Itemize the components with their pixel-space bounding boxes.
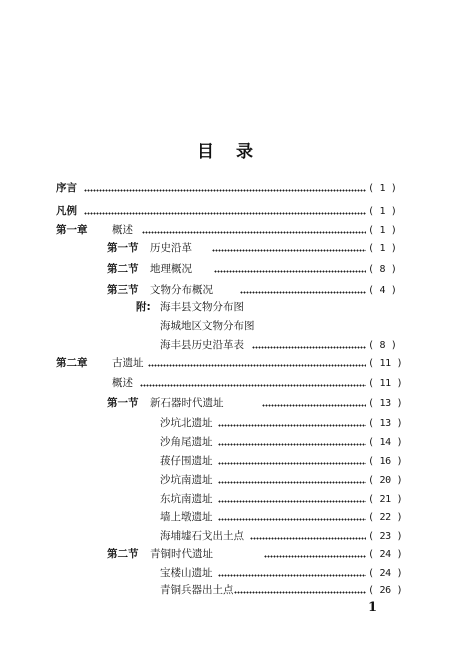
toc-entry-prefix: 第一节 xyxy=(107,242,139,254)
toc-entry xyxy=(0,180,450,197)
dot-leader xyxy=(234,588,366,597)
toc-entry-page: ( 1 ) xyxy=(368,243,397,254)
toc-entry-title: 青铜时代遗址 xyxy=(150,548,213,560)
dot-leader xyxy=(214,267,366,276)
toc-entry xyxy=(0,509,450,526)
toc-entry-page: ( 8 ) xyxy=(368,264,397,275)
dot-leader xyxy=(218,440,366,449)
toc-entry-title: 序言 xyxy=(56,182,77,194)
dot-leader xyxy=(250,534,366,543)
toc-entry-page: ( 26 ) xyxy=(368,585,403,596)
toc-entry-title: 概述 xyxy=(112,224,133,236)
toc-entry-title: 墙上墩遗址 xyxy=(160,511,213,523)
dot-leader xyxy=(262,401,366,410)
toc-entry xyxy=(0,240,450,257)
title-char-1: 目 xyxy=(197,142,214,162)
toc-entry-prefix: 第一节 xyxy=(107,397,139,409)
toc-entry xyxy=(0,528,450,545)
toc-entry xyxy=(0,282,450,299)
toc-entry xyxy=(0,415,450,432)
toc-entry-title: 东坑南遗址 xyxy=(160,493,213,505)
toc-entry-title: 概述 xyxy=(112,377,133,389)
toc-entry-prefix: 第二章 xyxy=(56,357,88,369)
toc-entry-prefix: 第三节 xyxy=(107,284,139,296)
toc-entry-page: ( 13 ) xyxy=(368,398,403,409)
dot-leader xyxy=(148,361,366,370)
toc-entry-title: 菝仔围遗址 xyxy=(160,455,213,467)
toc-entry-page: ( 24 ) xyxy=(368,568,403,579)
toc-entry-title: 历史沿革 xyxy=(150,242,192,254)
dot-leader xyxy=(218,515,366,524)
dot-leader xyxy=(218,571,366,580)
toc-entry-title: 沙坑南遗址 xyxy=(160,474,213,486)
toc-entry-title: 沙角尾遗址 xyxy=(160,436,213,448)
toc-entry-page: ( 23 ) xyxy=(368,531,403,542)
toc-entry-page: ( 11 ) xyxy=(368,378,403,389)
toc-entry-prefix: 第一章 xyxy=(56,224,88,236)
toc-entry-page: ( 14 ) xyxy=(368,437,403,448)
toc-entry-page: ( 4 ) xyxy=(368,285,397,296)
toc-entry xyxy=(0,395,450,412)
toc-entry-prefix: 第二节 xyxy=(107,263,139,275)
toc-entry xyxy=(0,261,450,278)
toc-entry-page: ( 1 ) xyxy=(368,183,397,194)
dot-leader xyxy=(142,228,366,237)
dot-leader xyxy=(218,497,366,506)
toc-entry-page: ( 24 ) xyxy=(368,549,403,560)
toc-entry xyxy=(0,318,450,335)
toc-entry-page: ( 16 ) xyxy=(368,456,403,467)
toc-entry xyxy=(0,434,450,451)
toc-entry-title: 海城地区文物分布图 xyxy=(160,320,255,332)
toc-entry-page: ( 13 ) xyxy=(368,418,403,429)
toc-entry-prefix: 附: xyxy=(136,301,151,313)
toc-entry-title: 文物分布概况 xyxy=(150,284,213,296)
toc-entry-page: ( 1 ) xyxy=(368,225,397,236)
toc-entry xyxy=(0,472,450,489)
toc-entry-prefix: 第二节 xyxy=(107,548,139,560)
toc-entry xyxy=(0,203,450,220)
toc-entry xyxy=(0,299,450,316)
title-char-2: 录 xyxy=(236,142,253,162)
toc-entry-title: 凡例 xyxy=(56,205,77,217)
toc-entry xyxy=(0,222,450,239)
toc-entry-page: ( 22 ) xyxy=(368,512,403,523)
dot-leader xyxy=(240,288,366,297)
toc-entry xyxy=(0,453,450,470)
dot-leader xyxy=(84,186,366,195)
toc-entry-title: 沙坑北遗址 xyxy=(160,417,213,429)
dot-leader xyxy=(140,381,366,390)
toc-entry xyxy=(0,355,450,372)
toc-entry xyxy=(0,582,450,599)
toc-entry-page: ( 1 ) xyxy=(368,206,397,217)
toc-entry-page: ( 8 ) xyxy=(368,340,397,351)
dot-leader xyxy=(264,552,366,561)
toc-entry-title: 宝楼山遗址 xyxy=(160,567,213,579)
dot-leader xyxy=(218,459,366,468)
toc-entry-title: 海埔墟石戈出土点 xyxy=(160,530,244,542)
toc-entry-title: 古遗址 xyxy=(112,357,144,369)
toc-entry xyxy=(0,565,450,582)
page-number: 1 xyxy=(368,600,378,615)
toc-entry-title: 海丰县文物分布图 xyxy=(160,301,244,313)
dot-leader xyxy=(252,343,366,352)
toc-entry-page: ( 21 ) xyxy=(368,494,403,505)
dot-leader xyxy=(212,246,366,255)
toc-entry-title: 新石器时代遗址 xyxy=(150,397,224,409)
toc-entry-title: 青铜兵器出土点 xyxy=(160,584,234,596)
toc-entry-title: 地理概况 xyxy=(150,263,192,275)
toc-entry xyxy=(0,491,450,508)
dot-leader xyxy=(218,421,366,430)
dot-leader xyxy=(218,478,366,487)
toc-entry-title: 海丰县历史沿革表 xyxy=(160,339,244,351)
toc-entry xyxy=(0,546,450,563)
toc-entry xyxy=(0,375,450,392)
toc-entry-page: ( 11 ) xyxy=(368,358,403,369)
dot-leader xyxy=(84,209,366,218)
toc-entry-page: ( 20 ) xyxy=(368,475,403,486)
toc-entry xyxy=(0,337,450,354)
